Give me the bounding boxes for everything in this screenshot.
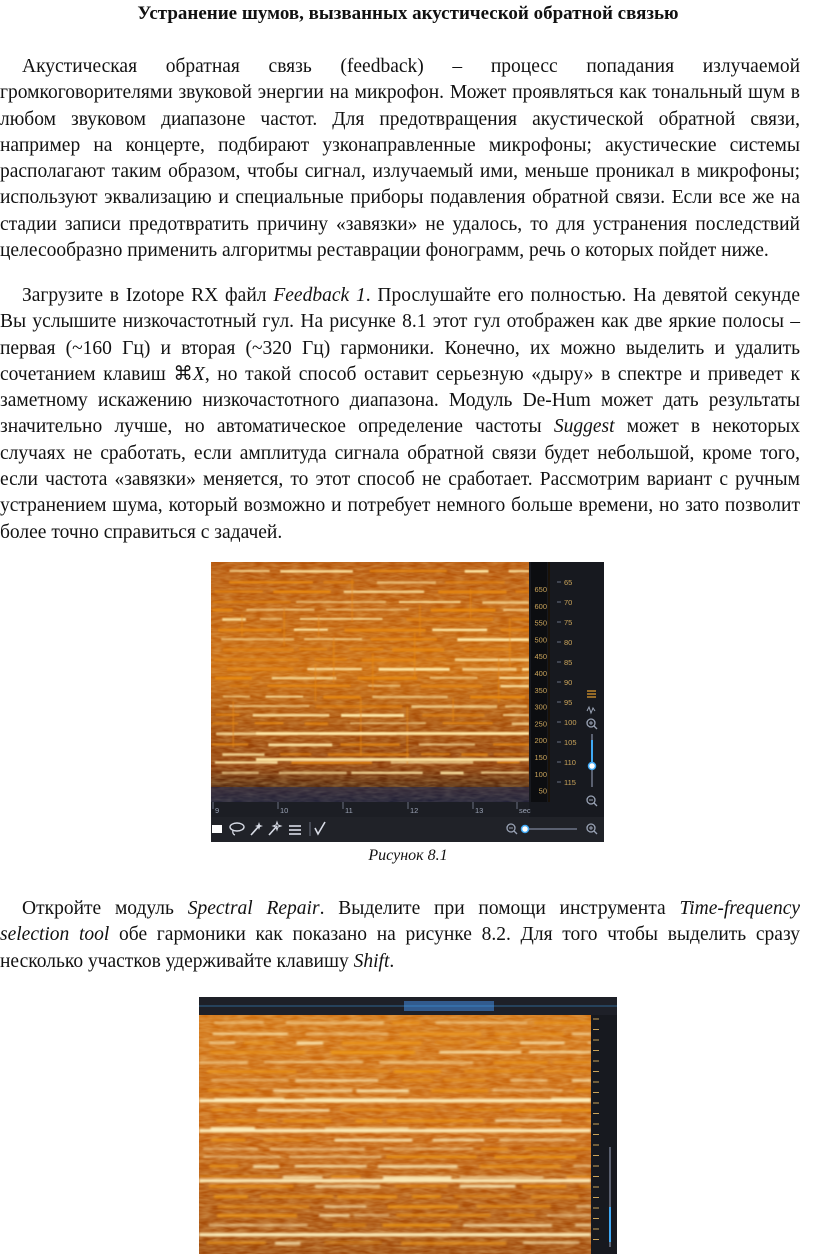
db-tick-label: 105 — [564, 738, 577, 747]
harmonic-segment — [388, 1205, 459, 1208]
harmonic-segment — [435, 1021, 527, 1024]
harmonic-segment — [270, 1148, 365, 1151]
harmonic-segment — [306, 1033, 389, 1035]
harmonic-segment — [379, 1061, 473, 1064]
feedback-harmonic-band — [199, 1129, 591, 1132]
harmonic-segment — [209, 1185, 293, 1188]
harmonic-segment — [283, 1120, 331, 1123]
harmonic-segment — [334, 1139, 412, 1142]
harmonic-segment — [515, 591, 529, 593]
harmonic-segment — [544, 1070, 591, 1072]
harmonic-segment — [227, 668, 293, 670]
time-tick-label: 9 — [215, 806, 220, 815]
harmonic-segment — [444, 1079, 485, 1081]
db-tick-label: 90 — [564, 678, 573, 687]
harmonic-segment — [211, 1079, 288, 1081]
harmonic-segment — [525, 1148, 591, 1150]
harmonic-segment — [341, 714, 404, 717]
harmonic-segment — [331, 1176, 360, 1178]
harmonic-segment — [479, 1165, 560, 1168]
harmonic-segment — [342, 1042, 422, 1045]
figure-caption: Рисунок 8.1 — [368, 847, 448, 864]
db-tick-label: 115 — [564, 778, 576, 787]
harmonic-segment — [340, 743, 399, 745]
frequency-tick-label: 50 — [538, 786, 547, 796]
harmonic-segment — [493, 1089, 563, 1091]
harmonic-segment — [481, 1148, 508, 1150]
figure-8-2-spectrogram — [199, 997, 617, 1254]
harmonic-segment — [217, 1214, 297, 1217]
feedback-harmonic-2 — [256, 732, 529, 735]
db-tick-label: 85 — [564, 658, 573, 667]
time-tick-label: sec — [519, 806, 531, 815]
harmonic-segment — [509, 570, 529, 572]
harmonic-segment — [223, 696, 250, 698]
frequency-tick-label: 350 — [534, 685, 547, 695]
harmonic-segment — [547, 1214, 591, 1216]
harmonic-segment — [275, 1242, 300, 1245]
harmonic-segment — [313, 1070, 389, 1072]
harmonic-segment — [403, 1079, 433, 1081]
harmonic-segment — [575, 1089, 591, 1091]
harmonic-segment — [215, 677, 252, 680]
harmonic-segment — [229, 581, 313, 583]
harmonic-segment — [272, 677, 336, 680]
harmonic-segment — [372, 696, 447, 699]
harmonic-segment — [208, 1089, 255, 1091]
harmonic-segment — [341, 1109, 434, 1111]
frequency-tick-label: 500 — [534, 635, 547, 645]
spectrogram-texture — [211, 562, 529, 802]
figure-8-1-spectrogram — [211, 562, 604, 842]
harmonic-segment — [501, 629, 529, 631]
harmonic-segment — [210, 1051, 305, 1054]
harmonic-segment — [401, 1242, 506, 1245]
harmonic-segment — [464, 1070, 534, 1072]
shortcut-keys: ⌘X — [173, 363, 205, 385]
frequency-tick-label: 100 — [534, 769, 547, 779]
harmonic-segment — [433, 1139, 484, 1142]
harmonic-segment — [203, 1148, 258, 1150]
harmonic-segment — [350, 648, 383, 650]
harmonic-segment — [213, 601, 290, 603]
harmonic-segment — [438, 591, 506, 594]
harmonic-segment — [218, 629, 282, 632]
harmonic-segment — [494, 1061, 548, 1064]
harmonic-segment — [331, 1051, 415, 1054]
harmonic-segment — [345, 629, 426, 632]
harmonic-segment — [394, 1070, 441, 1073]
paragraph-text: , но такой способ оставит серьезную «дыру» в спектре и приведет к заметному искажению низкочастотного диапазона. Модуль De-Hum может дать результаты значительно лучше, но автоматическое определение частоты — [0, 363, 801, 438]
feedback-harmonic-band — [199, 1099, 591, 1102]
harmonic-segment — [412, 1195, 441, 1197]
harmonic-segment — [522, 1185, 566, 1188]
transient-line — [333, 637, 334, 682]
harmonic-segment — [325, 1242, 381, 1244]
suggest-term: Suggest — [553, 416, 615, 438]
tool-name: Time-frequency selection tool — [0, 898, 801, 946]
harmonic-segment — [260, 618, 282, 620]
harmonic-segment — [499, 1139, 575, 1142]
harmonic-segment — [358, 677, 417, 680]
transient-line — [360, 697, 361, 756]
harmonic-segment — [509, 1214, 535, 1216]
harmonic-segment — [572, 1033, 591, 1035]
frequency-tick-label: 650 — [534, 585, 547, 594]
low-noise-band — [211, 787, 529, 802]
level-meter — [531, 562, 547, 802]
harmonic-segment — [512, 722, 529, 725]
harmonic-segment — [383, 1176, 452, 1179]
harmonic-segment — [273, 1089, 352, 1092]
frequency-tick-label: 150 — [534, 753, 547, 762]
frequency-tick-label: 250 — [534, 719, 547, 729]
harmonic-segment — [371, 638, 437, 640]
db-tick-label: 95 — [564, 698, 573, 707]
harmonic-segment — [377, 581, 436, 584]
harmonic-segment — [534, 1021, 591, 1024]
harmonic-segment — [529, 1051, 591, 1053]
harmonic-segment — [503, 609, 529, 611]
harmonic-segment — [588, 1042, 591, 1044]
harmonic-segment — [575, 1224, 591, 1226]
harmonic-segment — [505, 705, 527, 707]
harmonic-segment — [267, 685, 350, 687]
paragraph-text: . Прослушайте его полностью. На девятой секунде Вы услышите низкочастотный гул. На рисунке 8.1 этот гул отображен как две яркие полосы – первая (~160 Гц) и вторая (~320 Гц) гармоники. Конечно, их можно выделить и удалить сочетанием клавиш — [0, 285, 800, 385]
harmonic-segment — [264, 1139, 310, 1141]
harmonic-segment — [495, 1033, 564, 1036]
harmonic-segment — [579, 1185, 591, 1187]
harmonic-segment — [460, 1176, 544, 1178]
frequency-tick-label: 400 — [534, 669, 547, 678]
harmonic-segment — [553, 1061, 591, 1063]
frequency-tick-label: 300 — [534, 702, 547, 712]
feedback-harmonic-1 — [256, 758, 529, 761]
transient-line — [414, 633, 415, 678]
harmonic-segment — [323, 581, 354, 583]
harmonic-segment — [323, 696, 360, 699]
harmonic-segment — [291, 761, 372, 764]
harmonic-segment — [294, 629, 328, 631]
harmonic-segment — [421, 753, 450, 755]
transient-line — [351, 579, 352, 622]
harmonic-segment — [299, 648, 327, 650]
frequency-tick-label: 600 — [534, 601, 547, 611]
harmonic-segment — [211, 1139, 245, 1141]
harmonic-segment — [587, 1120, 591, 1122]
transient-line — [372, 654, 373, 691]
harmonic-segment — [515, 1109, 591, 1111]
harmonic-segment — [253, 1165, 279, 1168]
harmonic-segment — [212, 722, 238, 724]
harmonic-segment — [419, 743, 475, 745]
harmonic-segment — [286, 1021, 384, 1024]
harmonic-segment — [221, 638, 294, 640]
frequency-tick-label: 450 — [534, 652, 547, 662]
harmonic-segment — [431, 1089, 488, 1092]
harmonic-segment — [440, 772, 463, 775]
harmonic-segment — [355, 1120, 382, 1123]
harmonic-segment — [319, 1214, 350, 1217]
harmonic-segment — [520, 1042, 565, 1045]
paragraph-text: . Выделите при помощи инструмента — [319, 898, 680, 919]
meter-divider — [548, 562, 550, 802]
harmonic-segment — [391, 761, 473, 763]
db-tick-label: 80 — [564, 638, 573, 647]
harmonic-segment — [289, 1156, 381, 1158]
harmonic-segment — [386, 1156, 477, 1158]
harmonic-segment — [328, 753, 409, 756]
harmonic-segment — [257, 1109, 329, 1111]
harmonic-segment — [460, 1109, 501, 1111]
harmonic-segment — [200, 1176, 278, 1178]
harmonic-segment — [214, 1195, 248, 1198]
harmonic-segment — [207, 1242, 266, 1244]
harmonic-segment — [493, 743, 529, 745]
harmonic-segment — [229, 685, 249, 687]
harmonic-segment — [315, 658, 347, 660]
harmonic-segment — [430, 677, 478, 679]
harmonic-segment — [316, 705, 402, 708]
harmonic-segment — [300, 618, 383, 620]
db-tick-label: 65 — [564, 578, 573, 587]
harmonic-segment — [214, 658, 299, 660]
harmonic-segment — [396, 1214, 490, 1216]
harmonic-segment — [267, 1127, 301, 1129]
harmonic-segment — [326, 609, 409, 611]
harmonic-segment — [222, 772, 259, 774]
frequency-tick-label: 200 — [534, 736, 547, 746]
harmonic-segment — [477, 1205, 551, 1207]
module-name: Spectral Repair — [187, 898, 320, 919]
harmonic-segment — [426, 1127, 521, 1129]
db-tick-label: 75 — [564, 618, 573, 627]
harmonic-segment — [216, 714, 240, 716]
file-name: Feedback 1 — [273, 285, 366, 306]
harmonic-segment — [212, 743, 248, 745]
harmonic-segment — [527, 581, 529, 583]
harmonic-segment — [512, 618, 529, 620]
harmonic-segment — [213, 609, 233, 611]
harmonic-segment — [266, 696, 304, 698]
paragraph-text: может в некоторых случаях не сработать, если амплитуда сигнала обратной связи будет небольшой, кроме того, если частота «завязки» меняется, то этот способ не сработает. Рассмотрим вариант с ручным устранением шума, который возможно и потребует немного больше времени, но зато позволит более точно справиться с задачей. — [0, 416, 800, 543]
harmonic-segment — [215, 761, 278, 763]
harmonic-segment — [436, 1042, 461, 1044]
harmonic-segment — [295, 1165, 367, 1167]
harmonic-segment — [207, 1070, 296, 1073]
harmonic-segment — [411, 705, 497, 708]
harmonic-segment — [464, 648, 512, 650]
harmonic-segment — [218, 1205, 310, 1208]
harmonic-segment — [481, 772, 529, 774]
harmonic-segment — [455, 658, 529, 661]
harmonic-segment — [216, 1120, 276, 1122]
spectrogram-window — [211, 562, 604, 842]
transient-line — [233, 701, 234, 747]
harmonic-segment — [500, 685, 529, 687]
harmonic-segment — [572, 1079, 591, 1082]
time-tick-label: 11 — [345, 806, 353, 815]
harmonic-segment — [482, 601, 529, 604]
harmonic-segment — [395, 1185, 448, 1187]
transient-line — [470, 589, 471, 619]
harmonic-segment — [211, 1109, 241, 1111]
harmonic-segment — [280, 753, 311, 755]
transient-line — [498, 658, 499, 703]
harmonic-segment — [261, 1195, 334, 1197]
harmonic-segment — [253, 714, 330, 717]
harmonic-segment — [497, 761, 520, 763]
harmonic-segment — [214, 1021, 264, 1023]
harmonic-segment — [426, 658, 446, 660]
feedback-harmonic-band — [199, 1179, 591, 1182]
spectrogram-texture — [199, 1015, 591, 1254]
harmonic-segment — [531, 1195, 579, 1198]
harmonic-segment — [443, 722, 493, 724]
harmonic-segment — [229, 570, 269, 572]
harmonic-segment — [304, 638, 362, 640]
harmonic-segment — [344, 591, 424, 593]
harmonic-segment — [222, 753, 264, 755]
transient-line — [452, 698, 453, 721]
paragraph-text: . — [389, 950, 395, 972]
harmonic-segment — [204, 1156, 280, 1158]
transient-line — [283, 608, 284, 646]
harmonic-segment — [268, 743, 332, 746]
harmonic-segment — [439, 1051, 521, 1053]
transient-line — [407, 707, 408, 765]
harmonic-segment — [455, 1195, 511, 1197]
selection-icon[interactable] — [212, 825, 222, 833]
transient-line — [419, 605, 420, 636]
transient-line — [318, 615, 319, 638]
harmonic-segment — [495, 1120, 561, 1122]
harmonic-segment — [351, 772, 422, 774]
harmonic-segment — [214, 591, 262, 593]
harmonic-segment — [297, 1042, 324, 1045]
harmonic-segment — [324, 1205, 366, 1208]
harmonic-segment — [383, 1148, 473, 1150]
spectrogram-window — [199, 997, 617, 1254]
paragraph-text: Откройте модуль — [22, 898, 188, 919]
harmonic-segment — [566, 1176, 591, 1179]
harmonic-segment — [510, 1079, 547, 1081]
harmonic-segment — [383, 1224, 451, 1227]
harmonic-segment — [503, 714, 529, 716]
harmonic-segment — [229, 705, 309, 707]
harmonic-segment — [461, 753, 487, 755]
harmonic-segment — [296, 601, 386, 603]
harmonic-segment — [399, 601, 461, 603]
harmonic-segment — [494, 753, 529, 755]
paragraph-text: обе гармоники как показано на рисунке 8.2. Для того чтобы выделить сразу несколько участков удерживайте клавишу — [0, 924, 800, 972]
harmonic-segment — [576, 1205, 591, 1207]
harmonic-segment — [499, 677, 529, 679]
time-tick-label: 10 — [280, 806, 289, 815]
harmonic-segment — [255, 722, 284, 724]
page-title: Устранение шумов, вызванных акустической обратной связью — [137, 3, 679, 24]
harmonic-segment — [476, 1042, 511, 1044]
harmonic-segment — [457, 638, 529, 641]
db-tick-label: 100 — [564, 718, 577, 727]
harmonic-segment — [209, 1042, 235, 1044]
harmonic-segment — [465, 570, 489, 573]
harmonic-segment — [305, 722, 328, 725]
db-tick-label: 70 — [564, 598, 573, 607]
harmonic-segment — [574, 1165, 591, 1167]
harmonic-segment — [356, 1089, 408, 1092]
paragraph-text: Акустическая обратная связь (feedback) – процесс попадания излучаемой громкоговорителями звуковой энергии на микрофон. Может проявляться как тональный шум в любом звуковом диапазоне частот. Для предотвращения акустической обратной связи, например на концерте, подбирают узконаправленные микрофоны; акустические системы располагают таким образом, чтобы сигнал, излучаемый ими, меньше проникал в микрофоны; используют эквализацию и специальные приборы подавления обратной связи. Если все же на стадии записи предотвратить причину «завязки» не удалось, то для устранения последствий целесообразно применить алгоритмы реставрации фонограмм, речь о которых пойдет ниже. — [0, 56, 800, 262]
harmonic-segment — [354, 1214, 389, 1216]
transient-line — [241, 615, 242, 636]
harmonic-segment — [400, 1033, 481, 1035]
harmonic-segment — [315, 1185, 380, 1188]
harmonic-segment — [432, 629, 487, 631]
transient-line — [509, 618, 510, 668]
harmonic-segment — [279, 772, 347, 774]
harmonic-segment — [460, 1185, 516, 1188]
harmonic-segment — [280, 570, 353, 573]
harmonic-segment — [246, 609, 314, 611]
harmonic-segment — [378, 1165, 458, 1168]
harmonic-segment — [199, 1061, 248, 1064]
harmonic-segment — [387, 1120, 484, 1122]
harmonic-segment — [283, 1176, 323, 1178]
harmonic-segment — [264, 1061, 363, 1063]
harmonic-segment — [392, 648, 444, 651]
harmonic-segment — [463, 1224, 552, 1227]
harmonic-segment — [337, 1195, 397, 1198]
paragraph-spectral-repair — [0, 896, 800, 975]
feedback-harmonic-band — [199, 1233, 591, 1236]
frequency-tick-label: 550 — [534, 618, 547, 628]
harmonic-segment — [462, 668, 516, 671]
harmonic-segment — [333, 1224, 366, 1227]
harmonic-segment — [431, 609, 496, 612]
harmonic-segment — [370, 570, 447, 572]
time-tick-label: 13 — [475, 806, 484, 815]
paragraph-feedback-definition — [0, 54, 800, 264]
harmonic-segment — [362, 658, 416, 661]
harmonic-segment — [244, 1042, 274, 1044]
paragraph-text: Загрузите в Izotope RX файл — [22, 285, 274, 306]
harmonic-segment — [392, 1021, 420, 1024]
harmonic-segment — [213, 1033, 289, 1035]
harmonic-segment — [209, 1224, 308, 1226]
paragraph-load-file — [0, 283, 800, 546]
harmonic-segment — [209, 1165, 238, 1167]
db-tick-label: 110 — [564, 758, 576, 767]
harmonic-segment — [273, 591, 330, 593]
harmonic-segment — [445, 581, 504, 583]
key-name: Shift — [353, 950, 390, 972]
harmonic-segment — [470, 696, 525, 699]
harmonic-segment — [295, 1079, 378, 1082]
harmonic-segment — [421, 685, 482, 688]
harmonic-segment — [494, 1156, 576, 1159]
harmonic-segment — [211, 1127, 255, 1129]
harmonic-segment — [522, 668, 529, 671]
time-tick-label: 12 — [410, 806, 419, 815]
harmonic-segment — [523, 1242, 579, 1244]
transient-line — [315, 664, 316, 701]
harmonic-segment — [223, 648, 294, 651]
